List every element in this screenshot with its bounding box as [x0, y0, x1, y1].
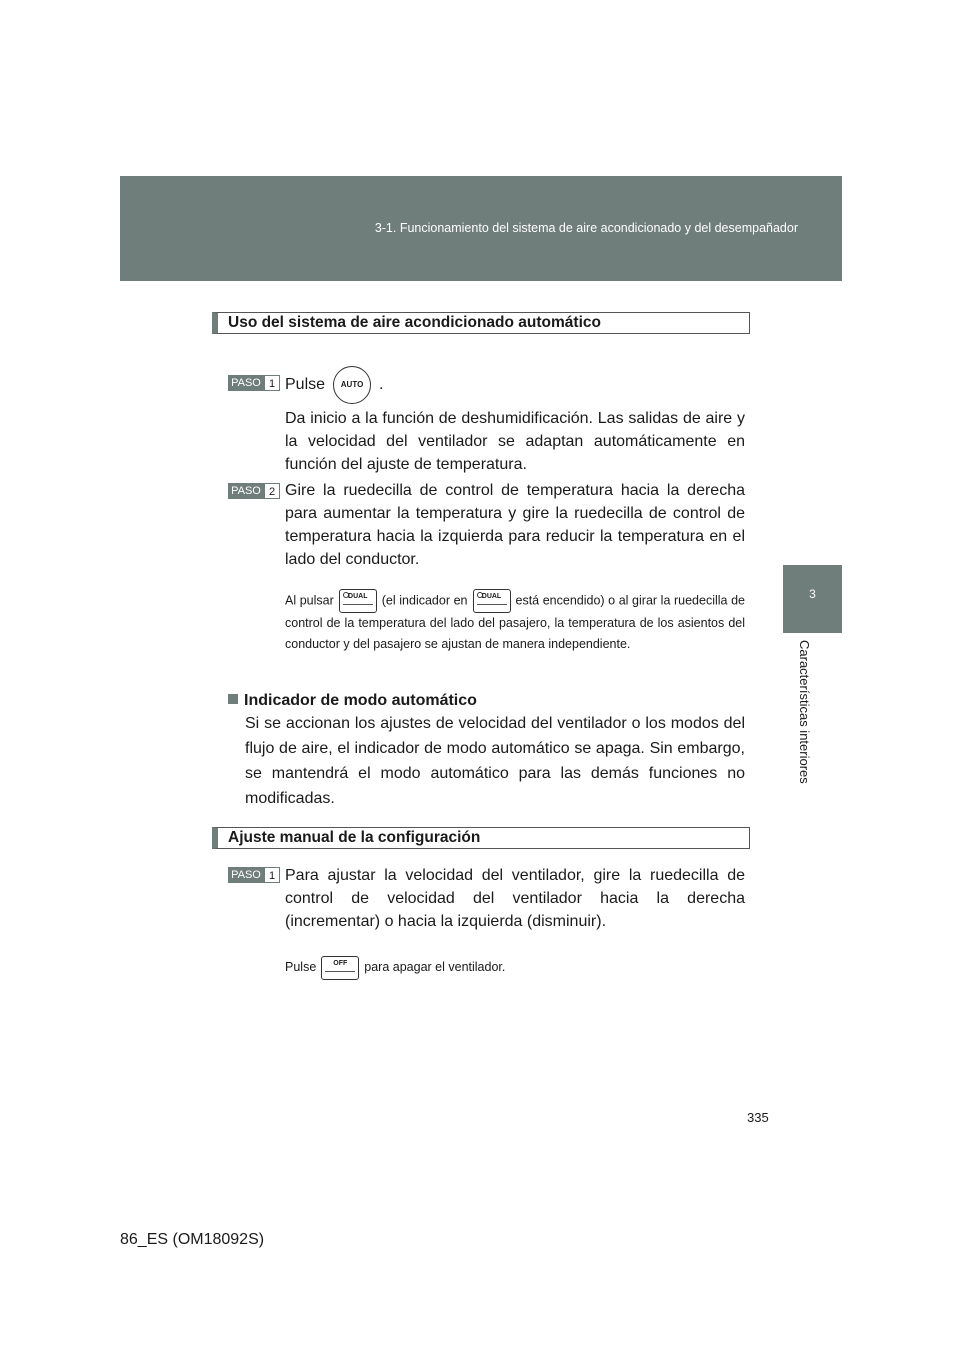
step-label: PASO [228, 483, 264, 499]
chapter-tab [783, 565, 842, 633]
dual-button-icon: DUAL [473, 589, 511, 613]
header-bar [120, 176, 842, 281]
chapter-title: Características interiores [797, 640, 812, 784]
bullet-title: Indicador de modo automático [244, 692, 477, 709]
step-number: 1 [264, 375, 280, 391]
off-note-part2: para apagar el ventilador. [364, 960, 506, 974]
step1-description: Da inicio a la función de deshumidificación. Las salidas de aire y la velocidad del ventilador se adaptan automáticamente en función del ajuste de temperatura. [285, 410, 745, 473]
step-label: PASO [228, 375, 264, 391]
note-part3: está encendido) o al girar la ruedecilla de control de la temperatura del lado del pasajero, la temperatura de los asientos del conductor y del pasajero se ajustan de manera independiente. [285, 593, 745, 651]
section-heading-manual: Ajuste manual de la configuración [212, 827, 750, 849]
off-button-icon: OFF [321, 956, 359, 980]
step-badge [228, 867, 282, 883]
step-number: 1 [264, 867, 280, 883]
note-part1: Al pulsar [285, 593, 334, 608]
off-note [285, 955, 745, 980]
dual-note [285, 589, 745, 655]
off-note-part1: Pulse [285, 960, 317, 974]
manual-step1-text: Para ajustar la velocidad del ventilador, gire la ruedecilla de control de velocidad del ventilador hacia la derecha (incrementar) o hacia la izquierda (disminuir). [285, 867, 745, 930]
indicator-led-icon [343, 592, 349, 598]
bullet-heading [228, 689, 477, 712]
dual-button-icon: DUAL [339, 589, 377, 613]
step-badge [228, 375, 282, 391]
step1-text-pre: Pulse [285, 376, 326, 394]
page-number: 335 [747, 1110, 769, 1125]
step1-instruction [285, 366, 745, 404]
step1-text-post: . [379, 376, 384, 394]
square-bullet-icon [228, 694, 238, 704]
step-label: PASO [228, 867, 264, 883]
note-part2: (el indicador en [381, 593, 468, 608]
section-path: 3-1. Funcionamiento del sistema de aire acondicionado y del desempañador [374, 221, 798, 235]
section-heading-auto: Uso del sistema de aire acondicionado automático [212, 312, 750, 334]
chapter-number: 3 [809, 587, 816, 601]
indicator-led-icon [477, 592, 483, 598]
step-badge [228, 483, 282, 499]
step2-text: Gire la ruedecilla de control de temperatura hacia la derecha para aumentar la temperatura y gire la ruedecilla de control de temperatura hacia la izquierda para reducir la temperatura en el lado del conductor. [285, 482, 745, 568]
auto-button-icon: AUTO [333, 366, 371, 404]
document-code: 86_ES (OM18092S) [120, 1231, 265, 1248]
step-number: 2 [264, 483, 280, 499]
bullet-text: Si se accionan los ajustes de velocidad del ventilador o los modos del flujo de aire, el indicador de modo automático se apaga. Sin embargo, se mantendrá el modo automático para las demás funciones no modificadas. [245, 715, 745, 807]
